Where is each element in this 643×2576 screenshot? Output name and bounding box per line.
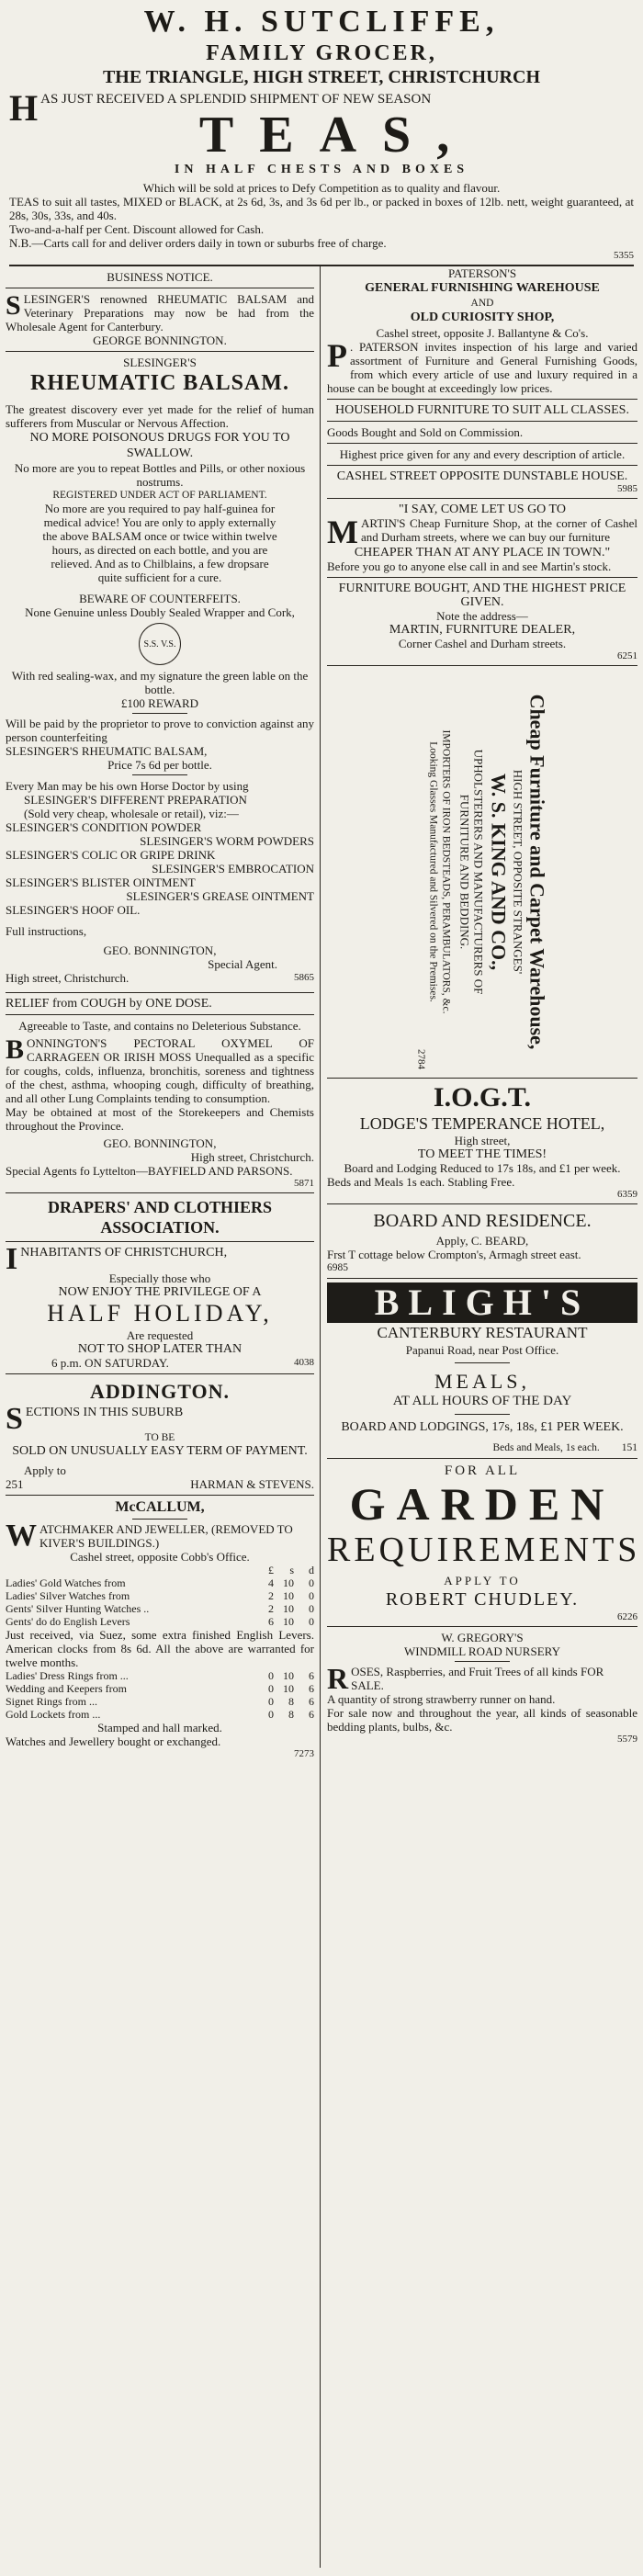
divider: [6, 1373, 314, 1374]
bligh-meals: MEALS,: [434, 1370, 531, 1393]
row-shillings: 10: [283, 1589, 294, 1602]
row-pounds: 6: [268, 1615, 274, 1628]
mccallum-header: McCALLUM,: [115, 1499, 205, 1515]
paterson-h4: OLD CURIOSITY SHOP,: [410, 311, 555, 324]
table-row: [6, 1602, 314, 1615]
slesinger-p11: Every Man may be his own Horse Doctor by using: [6, 779, 249, 793]
drapers-l2: Especially those who: [108, 1271, 211, 1285]
slesinger-addr: High street, Christchurch.: [6, 971, 130, 985]
divider: [6, 1495, 314, 1496]
drapers-header: DRAPERS' AND CLOTHIERS ASSOCIATION.: [47, 1198, 273, 1237]
addington-l4: Apply to: [24, 1463, 66, 1477]
slesinger-p9: Will be paid by the proprietor to prove to conviction against any person counterfeiting: [6, 717, 314, 744]
mccallum-l1: ATCHMAKER AND JEWELLER, (REMOVED TO KIVER'S BUILDINGS.): [39, 1522, 293, 1550]
sutcliffe-name: W. H. SUTCLIFFE,: [143, 5, 500, 39]
table-row: [6, 1708, 314, 1721]
drapers-drop-cap: I: [6, 1242, 18, 1276]
iogt-addr: High street,: [454, 1134, 511, 1147]
row-pounds: 0: [268, 1682, 274, 1695]
martin-s2: Note the address—: [436, 609, 528, 623]
slesinger-reward: £100 REWARD: [120, 696, 199, 710]
row-item: Ladies' Silver Watches from: [6, 1589, 130, 1602]
garden-name: ROBERT CHUDLEY.: [385, 1589, 580, 1610]
drapers-l3: NOW ENJOY THE PRIVILEGE OF A: [58, 1285, 262, 1299]
divider: [6, 351, 314, 352]
col-pence: d: [309, 1564, 314, 1576]
slesinger-p1: The greatest discovery ever yet made for the relief of human sufferers from Muscular or Nervous Affection.: [6, 402, 314, 430]
drapers-ad: [6, 1197, 314, 1370]
beard-title: BOARD AND RESIDENCE.: [373, 1211, 592, 1231]
addington-l1: ECTIONS IN THIS SUBURB: [25, 1406, 184, 1419]
slesinger-number: 5865: [294, 972, 314, 983]
sutcliffe-line3: Two-and-a-half per Cent. Discount allowed for Cash.: [9, 222, 265, 236]
cough-sign: GEO. BONNINGTON,: [103, 1136, 217, 1150]
paterson-h3: AND: [470, 298, 494, 309]
row-pence: 0: [309, 1576, 314, 1589]
sutcliffe-intro: AS JUST RECEIVED A SPLENDID SHIPMENT OF NEW SEASON: [40, 92, 432, 107]
king-l4: Looking Glasses Manufactured and Silvered on the Premises.: [427, 741, 439, 1002]
bligh-addr: Papanui Road, near Post Office.: [405, 1343, 559, 1357]
cough-p2: May be obtained at most of the Storekeepers and Chemists throughout the Province.: [6, 1105, 314, 1133]
iogt-title: I.O.G.T.: [433, 1082, 532, 1113]
row-item: Signet Rings from ...: [6, 1695, 98, 1708]
divider: [132, 713, 187, 714]
martin-s4: Corner Cashel and Durham streets.: [398, 637, 567, 650]
garden-l1: FOR ALL: [444, 1463, 521, 1478]
slesinger-p4: REGISTERED UNDER ACT OF PARLIAMENT.: [52, 490, 267, 501]
slesinger-ad: [6, 270, 314, 985]
row-item: Ladies' Dress Rings from ...: [6, 1669, 129, 1682]
sutcliffe-drop-cap: H: [9, 87, 39, 129]
iogt-number: 6359: [617, 1189, 637, 1200]
table-row: [6, 1695, 314, 1708]
table-row: [6, 1682, 314, 1695]
seal-icon: [139, 623, 181, 665]
mccallum-p2: Stamped and hall marked.: [97, 1721, 222, 1734]
martin-body: ARTIN'S Cheap Furniture Shop, at the corner of Cashel and Durham streets, where we can buy our furniture: [360, 516, 637, 544]
addington-header: ADDINGTON.: [89, 1380, 230, 1403]
king-addr: HIGH STREET, OPPOSITE STRANGES': [511, 769, 525, 975]
paterson-s1: HOUSEHOLD FURNITURE TO SUIT ALL CLASSES.: [335, 403, 629, 417]
paterson-s4: CASHEL STREET OPPOSITE DUNSTABLE HOUSE.: [336, 469, 628, 483]
iogt-l1: TO MEET THE TIMES!: [417, 1147, 547, 1161]
paterson-h2: GENERAL FURNISHING WAREHOUSE: [365, 281, 600, 295]
iogt-l2: Board and Lodging Reduced to 17s 18s, and £1 per week.: [344, 1161, 621, 1175]
cough-agents: Special Agents fo Lyttelton—BAYFIELD AND PARSONS.: [6, 1164, 293, 1178]
slesinger-item: SLESINGER'S EMBROCATION: [152, 862, 314, 876]
martin-drop-cap: M: [327, 514, 358, 550]
cough-number: 5871: [294, 1178, 314, 1189]
divider: [327, 443, 637, 444]
paterson-h1: PATERSON'S: [447, 266, 517, 280]
paterson-h5: Cashel street, opposite J. Ballantyne & Co's.: [376, 326, 589, 340]
row-pounds: 0: [268, 1695, 274, 1708]
divider: [6, 1192, 314, 1193]
divider: [327, 577, 637, 578]
row-item: Gents' Silver Hunting Watches ..: [6, 1602, 150, 1615]
gregory-p2: A quantity of strong strawberry runner on hand.: [327, 1692, 556, 1706]
mccallum-watch-table: [6, 1564, 314, 1628]
divider: [327, 465, 637, 466]
beard-l2: Frst T cottage below Crompton's, Armagh street east.: [327, 1248, 581, 1261]
divider: [455, 1414, 510, 1415]
row-pounds: 4: [268, 1576, 274, 1589]
iogt-hotel: LODGE'S TEMPERANCE HOTEL,: [359, 1114, 605, 1133]
paterson-body: . PATERSON invites inspection of his large and varied assortment of Furniture and General Furnishing Goods, from which every article of use and luxury required in a house can be bought at exceedingly low prices.: [327, 340, 637, 395]
king-l3: IMPORTERS OF IRON BEDSTEADS, PERAMBULATORS, &c.: [440, 729, 452, 1014]
row-pounds: 0: [268, 1708, 274, 1721]
paterson-number: 5985: [617, 483, 637, 494]
drapers-l5: Are requested: [126, 1328, 194, 1342]
table-row: [6, 1589, 314, 1602]
divider: [327, 1278, 637, 1279]
garden-ad: [327, 1463, 641, 1622]
row-shillings: 10: [283, 1669, 294, 1682]
divider: [327, 421, 637, 422]
gregory-number: 5579: [617, 1734, 637, 1745]
row-pence: 6: [309, 1669, 314, 1682]
left-column: [6, 266, 314, 1759]
slesinger-p3: No more are you to repeat Bottles and Pills, or other noxious nostrums.: [14, 461, 306, 489]
drapers-l4: HALF HOLIDAY,: [47, 1300, 273, 1327]
mccallum-number: 7273: [294, 1748, 314, 1759]
king-l1: UPHOLSTERERS AND MANUFACTURERS OF: [471, 749, 486, 995]
slesinger-p12: SLESINGER'S DIFFERENT PREPARATION: [24, 793, 247, 807]
slesinger-p10: SLESINGER'S RHEUMATIC BALSAM,: [6, 744, 208, 758]
beard-ad: [327, 1208, 637, 1274]
slesinger-item: SLESINGER'S HOOF OIL.: [6, 903, 141, 917]
seal-text: S.S. V.S.: [143, 638, 176, 650]
row-shillings: 10: [283, 1682, 294, 1695]
slesinger-agent: GEORGE BONNINGTON.: [93, 333, 227, 347]
row-item: Ladies' Gold Watches from: [6, 1576, 126, 1589]
iogt-ad: [327, 1082, 637, 1200]
sutcliffe-address: THE TRIANGLE, HIGH STREET, CHRISTCHURCH: [102, 67, 541, 87]
drapers-number: 4038: [294, 1357, 314, 1368]
divider: [327, 1078, 637, 1079]
martin-number: 6251: [617, 650, 637, 661]
king-name: W. S. KING AND CO.,: [487, 773, 511, 971]
row-shillings: 10: [283, 1602, 294, 1615]
mccallum-p1: Just received, via Suez, some extra finished English Levers. American clocks from 8s 6d. All the above are warranted for twelve months.: [6, 1628, 314, 1669]
row-pence: 6: [309, 1708, 314, 1721]
iogt-l3: Beds and Meals 1s each. Stabling Free.: [327, 1175, 515, 1189]
addington-drop-cap: S: [6, 1402, 23, 1436]
martin-header: "I SAY, COME LET US GO TO: [399, 503, 566, 516]
martin-s1: FURNITURE BOUGHT, AND THE HIGHEST PRICE GIVEN.: [338, 582, 626, 609]
bligh-l2: BOARD AND LODGINGS, 17s, 18s, £1 PER WEEK.: [341, 1420, 624, 1434]
slesinger-p6: BEWARE OF COUNTERFEITS.: [79, 592, 241, 605]
divider: [132, 774, 187, 775]
row-pence: 6: [309, 1682, 314, 1695]
king-number: 2784: [415, 1049, 427, 1069]
table-row: [6, 1615, 314, 1628]
slesinger-p2: NO MORE POISONOUS DRUGS FOR YOU TO SWALLOW.: [29, 431, 290, 460]
slesinger-item: SLESINGER'S BLISTER OINTMENT: [6, 876, 196, 889]
sutcliffe-line2: TEAS to suit all tastes, MIXED or BLACK, at 2s 6d, 3s, and 3s 6d per lb., or packed in boxes of 12lb. nett, weight guaranteed, at 28s, 30s, 33s, and 40s.: [9, 195, 634, 222]
slesinger-header: BUSINESS NOTICE.: [107, 270, 213, 284]
row-shillings: 10: [283, 1615, 294, 1628]
row-pounds: 2: [268, 1589, 274, 1602]
cough-drop-cap: B: [6, 1034, 25, 1065]
mccallum-drop-cap: W: [6, 1519, 37, 1553]
paterson-drop-cap: P: [327, 337, 347, 374]
bligh-sub: CANTERBURY RESTAURANT: [377, 1324, 588, 1341]
divider: [132, 1519, 187, 1520]
mccallum-l2: Cashel street, opposite Cobb's Office.: [70, 1550, 250, 1564]
right-column: [327, 266, 641, 1745]
mccallum-ad: [6, 1499, 314, 1759]
garden-req: REQUIREMENTS: [327, 1531, 641, 1569]
drapers-l7: 6 p.m. ON SATURDAY.: [51, 1356, 169, 1370]
slesinger-p14: Full instructions,: [6, 924, 87, 938]
drapers-l1: NHABITANTS OF CHRISTCHURCH,: [20, 1246, 228, 1260]
row-shillings: 8: [288, 1695, 294, 1708]
martin-ad: [327, 503, 637, 661]
sutcliffe-number: 5355: [614, 250, 634, 261]
addington-agents: HARMAN & STEVENS.: [190, 1477, 314, 1491]
mccallum-p3: Watches and Jewellery bought or exchanged.: [6, 1734, 221, 1748]
garden-title: GARDEN: [349, 1478, 615, 1530]
divider: [327, 665, 637, 666]
divider: [327, 498, 637, 499]
row-pounds: 2: [268, 1602, 274, 1615]
paterson-s3: Highest price given for any and every description of article.: [339, 447, 626, 461]
king-title: Cheap Furniture and Carpet Warehouse,: [525, 694, 549, 1050]
row-item: Wedding and Keepers from: [6, 1682, 127, 1695]
addington-number: 251: [6, 1477, 24, 1491]
bligh-title: BLIGH'S: [327, 1282, 637, 1323]
king-ad: [327, 670, 637, 1074]
cough-sub: Agreeable to Taste, and contains no Deleterious Substance.: [18, 1019, 301, 1033]
gregory-p3: For sale now and throughout the year, all kinds of seasonable bedding plants, bulbs, &c.: [327, 1706, 637, 1734]
slesinger-price: Price 7s 6d per bottle.: [107, 758, 212, 772]
bligh-ad: [327, 1282, 637, 1454]
addington-l2: TO BE: [144, 1432, 175, 1443]
addington-l3: SOLD ON UNUSUALLY EASY TERM OF PAYMENT.: [12, 1444, 308, 1458]
bligh-number: 151: [621, 1442, 637, 1453]
sutcliffe-teas: TEAS,: [198, 107, 476, 164]
cough-header: RELIEF from COUGH by ONE DOSE.: [6, 997, 212, 1011]
sutcliffe-title: FAMILY GROCER,: [206, 41, 437, 65]
row-pence: 0: [309, 1589, 314, 1602]
divider: [455, 1362, 510, 1363]
paterson-ad: [327, 266, 637, 494]
slesinger-p13: (Sold very cheap, wholesale or retail), viz:—: [24, 807, 239, 820]
drapers-l6: NOT TO SHOP LATER THAN: [77, 1342, 243, 1356]
slesinger-item: SLESINGER'S GREASE OINTMENT: [126, 889, 314, 903]
row-pence: 6: [309, 1695, 314, 1708]
divider: [6, 1014, 314, 1015]
slesinger-item: SLESINGER'S COLIC OR GRIPE DRINK: [6, 848, 216, 862]
martin-p2: Before you go to anyone else call in and see Martin's stock.: [327, 559, 612, 573]
table-row: [6, 1669, 314, 1682]
slesinger-role: Special Agent.: [208, 957, 277, 971]
cough-ad: [6, 997, 314, 1189]
gregory-h1: W. GREGORY'S: [441, 1631, 524, 1644]
divider: [6, 992, 314, 993]
slesinger-drop-cap: S: [6, 290, 21, 321]
row-shillings: 10: [283, 1576, 294, 1589]
slesinger-intro: LESINGER'S renowned RHEUMATIC BALSAM and Veterinary Preparations may now be had from the Wholesale Agent for Canterbury.: [6, 292, 314, 333]
slesinger-p5: No more are you required to pay half-guinea for medical advice! You are only to apply externally the above BALSAM once or twice within twelve hours, as directed on each bottle, and you are relieved. And as to Chilblains, a few dropsare quite sufficient for a cure.: [42, 502, 277, 584]
martin-s3: MARTIN, FURNITURE DEALER,: [389, 623, 576, 637]
table-row: [6, 1576, 314, 1589]
column-divider: [320, 266, 321, 2568]
divider: [6, 1241, 314, 1242]
beard-l1: Apply, C. BEARD,: [435, 1234, 529, 1248]
mccallum-jewellery-table: [6, 1669, 314, 1721]
slesinger-title: RHEUMATIC BALSAM.: [30, 371, 289, 395]
garden-apply: APPLY TO: [444, 1574, 521, 1587]
divider: [327, 1203, 637, 1204]
paterson-s2: Goods Bought and Sold on Commission.: [327, 425, 524, 439]
cough-body: ONNINGTON'S PECTORAL OXYMEL OF CARRAGEEN OR IRISH MOSS Unequalled as a specific for coughs, colds, influenza, bronchitis, soreness and tightness of the chest, asthma, whooping cough, difficulty of breathing, and all other Lung Complaints tending to consumption.: [6, 1036, 314, 1105]
gregory-body: OSES, Raspberries, and Fruit Trees of all kinds FOR SALE.: [351, 1665, 604, 1692]
slesinger-item: SLESINGER'S WORM POWDERS: [140, 834, 314, 848]
row-pence: 0: [309, 1602, 314, 1615]
beard-number: 6985: [327, 1262, 348, 1273]
row-pence: 0: [309, 1615, 314, 1628]
sutcliffe-sub: IN HALF CHESTS AND BOXES: [174, 163, 469, 176]
martin-cheaper: CHEAPER THAN AT ANY PLACE IN TOWN.": [354, 546, 611, 559]
bligh-l1: AT ALL HOURS OF THE DAY: [392, 1394, 572, 1408]
divider: [455, 1661, 510, 1662]
divider: [327, 1458, 637, 1459]
gregory-ad: [327, 1631, 637, 1745]
bligh-l3: Beds and Meals, 1s each.: [492, 1442, 600, 1453]
row-item: Gents' do do English Levers: [6, 1615, 130, 1628]
slesinger-item: SLESINGER'S CONDITION POWDER: [6, 820, 202, 834]
slesinger-p7: None Genuine unless Doubly Sealed Wrapper and Cork,: [25, 605, 295, 619]
divider: [327, 1626, 637, 1627]
slesinger-sub: SLESINGER'S: [123, 356, 197, 369]
king-l2: FURNITURE AND BEDDING.: [457, 794, 472, 950]
addington-ad: [6, 1378, 314, 1491]
row-shillings: 8: [288, 1708, 294, 1721]
garden-number: 6226: [617, 1611, 637, 1622]
sutcliffe-line1: Which will be sold at prices to Defy Competition as to quality and flavour.: [142, 181, 501, 195]
gregory-drop-cap: R: [327, 1662, 349, 1695]
row-item: Gold Lockets from ...: [6, 1708, 101, 1721]
divider: [327, 399, 637, 400]
col-shillings: s: [289, 1564, 294, 1576]
gregory-h2: WINDMILL ROAD NURSERY: [404, 1644, 560, 1658]
slesinger-p8: With red sealing-wax, and my signature the green lable on the bottle.: [11, 669, 309, 696]
sutcliffe-ad: [9, 4, 634, 270]
sutcliffe-line4: N.B.—Carts call for and deliver orders daily in town or suburbs free of charge.: [9, 236, 387, 250]
slesinger-sign: GEO. BONNINGTON,: [103, 943, 217, 957]
row-pounds: 0: [268, 1669, 274, 1682]
cough-addr: High street, Christchurch.: [190, 1150, 314, 1164]
col-pounds: £: [268, 1564, 274, 1576]
